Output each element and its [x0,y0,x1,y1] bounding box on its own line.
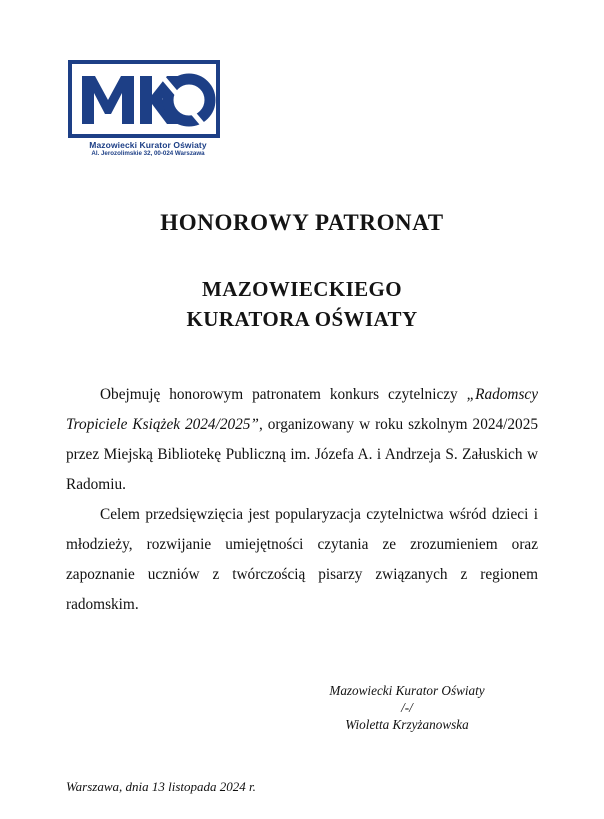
signature-block [66,682,538,733]
page-subtitle-line2: KURATORA OŚWIATY [186,307,418,331]
page-subtitle-line1: MAZOWIECKIEGO [201,277,403,301]
paragraph1-contest-title: „Radomscy Tropiciele Książek 2024/2025” [66,386,538,433]
document-body [66,380,538,620]
logo-caption [68,140,228,158]
page-title: HONOROWY PATRONAT [160,210,444,235]
paragraph1-part2: , organizowany w roku szkolnym 2024/2025 przez Miejską Bibliotekę Publiczną im. Józefa A. i Andrzeja S. Załuskich w Radomiu. [66,416,538,493]
paragraph1-part1: Obejmuję honorowym patronatem konkurs czytelniczy [100,386,467,403]
logo-caption-line1: Mazowiecki Kurator Oświaty [89,140,207,150]
footer-place-date: Warszawa, dnia 13 listopada 2024 r. [66,779,256,794]
body-paragraph-1 [66,380,538,500]
signature-name: Wioletta Krzyżanowska [345,717,469,732]
page-subtitle [66,274,538,334]
signature-mark: /-/ [401,700,413,715]
logo-block [68,0,538,158]
mko-logo-icon [68,60,220,138]
logo-caption-line2: Al. Jerozolimskie 32, 00-024 Warszawa [91,150,205,157]
signature-role: Mazowiecki Kurator Oświaty [329,683,485,698]
body-paragraph-2: Celem przedsięwzięcia jest popularyzacja czytelnictwa wśród dzieci i młodzieży, rozwijanie umiejętności czytania ze zrozumieniem oraz zapoznanie uczniów z twórczością pisarzy związanych z regionem radomskim. [66,506,538,613]
